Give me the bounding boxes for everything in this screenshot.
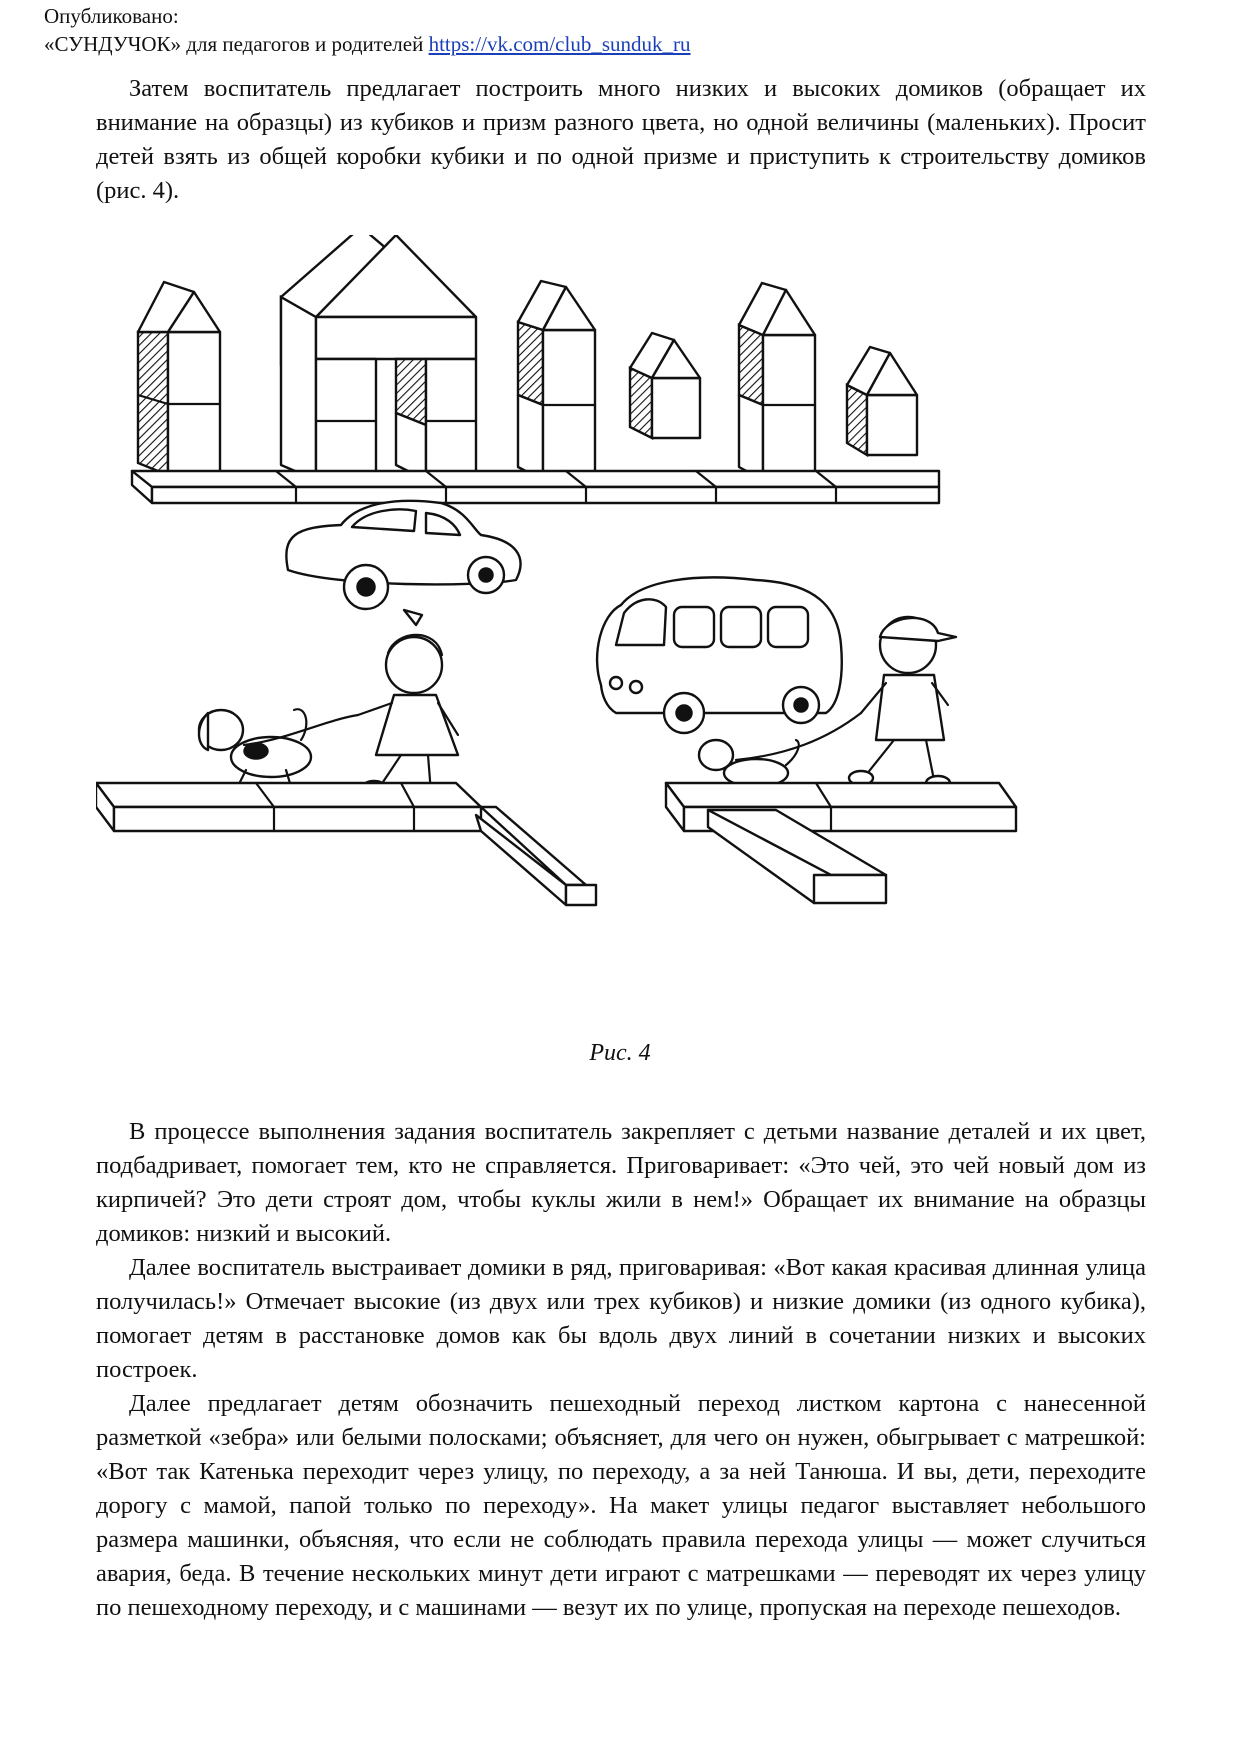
body-paragraphs: [96, 1115, 1146, 1625]
toy-bus: [597, 577, 842, 733]
intro-paragraph: Затем воспитатель предлагает построить много низких и высоких домиков (обращает их внимание на образцы) из кубиков и призм разного цвета, но одной величины (маленьких). Просит детей взять из общей коробки кубики и по одной призме и приступить к строительству домиков (рис. 4).: [96, 75, 1146, 204]
figure-caption: Рис. 4: [589, 1040, 651, 1066]
dog-with-girl: [199, 709, 358, 790]
paragraph-1: В процессе выполнения задания воспитатель закрепляет с детьми название деталей и их цвет, подбадривает, помогает тем, кто не справляется. Приговаривает: «Это чей, это чей новый дом из кирпичей? Это дети строят дом, чтобы куклы жили в нем!» Обращает их внимание на образцы домиков: низкий и высокий.: [96, 1118, 1146, 1247]
publication-header: [44, 2, 691, 58]
published-label: Опубликовано:: [44, 4, 179, 28]
upper-road: [132, 471, 939, 503]
tall-house-2: [518, 281, 595, 480]
low-house-1: [630, 333, 700, 438]
figure-illustration: [96, 235, 1096, 1025]
gate-house: [281, 235, 476, 480]
paragraph-2: Далее воспитатель выстраивает домики в ряд, приговаривая: «Вот какая красивая длинная улица получилась!» Отмечает высокие (из двух или трех кубиков) и низкие домики (из одного кубика), помогает детям в расстановке домов как бы вдоль двух линий в сочетании низких и высоких построек.: [96, 1254, 1146, 1383]
paragraph-3: Далее предлагает детям обозначить пешеходный переход листком картона с нанесенной разметкой «зебра» или белыми полосками; объясняет, для чего он нужен, обыгрывает с матрешкой: «Вот так Катенька переходит через улицу, по переходу, а за ней Танюша. И вы, дети, переходите дорогу с мамой, папой только по переходу». На макет улицы педагог выставляет небольшого размера машинки, объясняя, что если не соблюдать правила перехода улицы — может случиться авария, беда. В течение нескольких минут дети играют с матрешками — переводят их через улицу по пешеходному переходу, и с машинами — везут их по улице, пропуская на переходе пешеходов.: [96, 1390, 1146, 1621]
lower-left-road: [96, 783, 596, 905]
tall-house-1: [138, 282, 220, 475]
boy-figure: [849, 617, 956, 790]
source-line: [44, 30, 691, 58]
source-link[interactable]: https://vk.com/club_sunduk_ru: [428, 32, 691, 56]
tall-house-3: [739, 283, 815, 480]
street-illustration: [96, 235, 1096, 1025]
low-house-2: [847, 347, 917, 455]
toy-car: [286, 501, 520, 609]
lower-right-road: [666, 783, 1016, 903]
girl-figure: [358, 610, 458, 804]
source-label: «СУНДУЧОК» для педагогов и родителей: [44, 32, 424, 56]
